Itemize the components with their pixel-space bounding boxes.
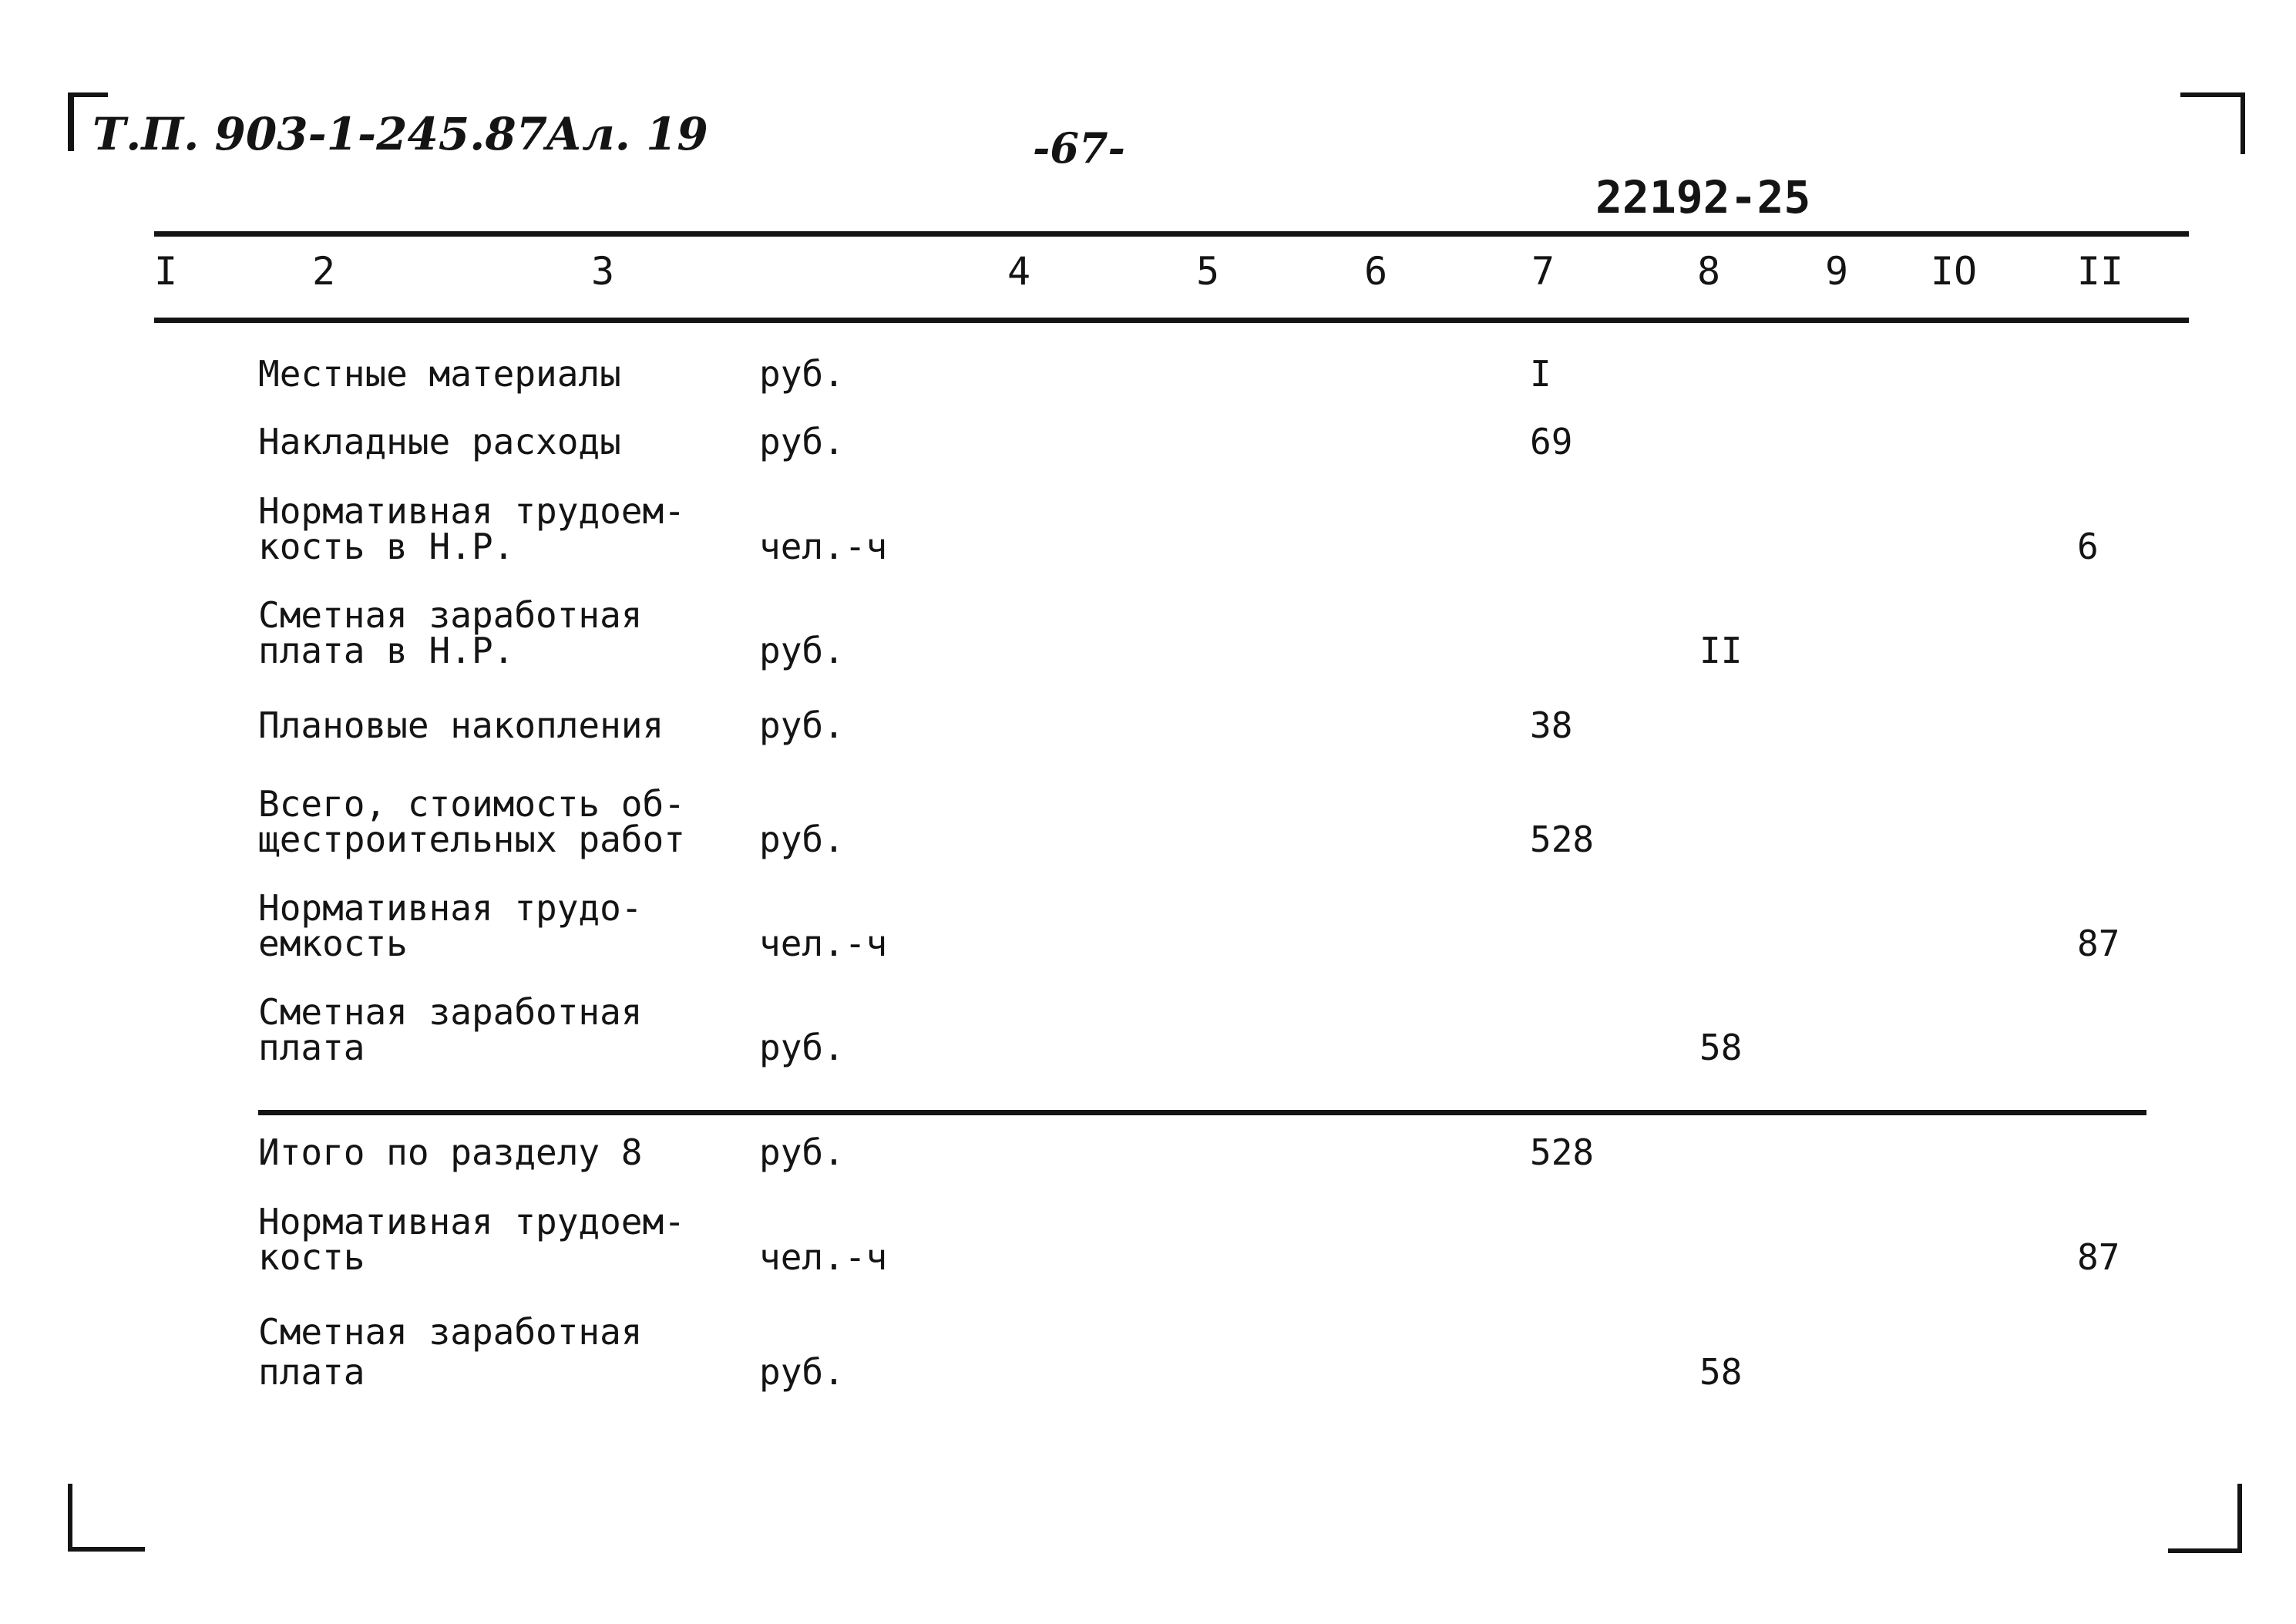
row-unit: руб. (759, 353, 845, 395)
corner-mark-top-left (68, 92, 108, 97)
row-description: Нормативная трудоем- кость в Н.Р. (258, 490, 685, 567)
row-unit: чел.-ч (759, 923, 888, 964)
row-unit: руб. (759, 819, 845, 860)
value-col8: 58 (1699, 1351, 1743, 1393)
corner-mark-top-left (68, 92, 74, 151)
row-unit: чел.-ч (759, 526, 888, 567)
row-unit: руб. (759, 630, 845, 671)
row-description: Нормативная трудо- емкость (258, 887, 643, 964)
corner-mark-bottom-right (2237, 1484, 2242, 1553)
value-col8: 58 (1699, 1027, 1743, 1068)
row-unit: руб. (759, 1027, 845, 1068)
row-description: Накладные расходы (258, 421, 621, 462)
column-number: 4 (1007, 249, 1031, 294)
column-number: 2 (311, 249, 336, 294)
row-description: Итого по разделу 8 (258, 1131, 643, 1173)
value-col8: II (1699, 630, 1743, 671)
row-description: Нормативная трудоем- кость (258, 1201, 685, 1278)
column-number: 9 (1824, 249, 1849, 294)
row-unit: руб. (759, 704, 845, 746)
column-number: 7 (1531, 249, 1555, 294)
value-col7: I (1530, 353, 1551, 395)
value-col11: 6 (2077, 526, 2099, 567)
column-number: I (153, 249, 178, 294)
row-unit: руб. (759, 1351, 845, 1393)
value-col7: 69 (1530, 421, 1573, 462)
column-number: 8 (1696, 249, 1721, 294)
register-number: 22192-25 (1595, 171, 1811, 224)
value-col7: 528 (1530, 1131, 1595, 1173)
value-col7: 528 (1530, 819, 1595, 860)
row-description: Сметная заработная плата (258, 1311, 643, 1393)
section-total-rule (258, 1110, 2146, 1115)
value-col11: 87 (2077, 923, 2120, 964)
table-top-rule (154, 231, 2189, 237)
row-description: Сметная заработная плата в Н.Р. (258, 594, 643, 671)
row-unit: чел.-ч (759, 1236, 888, 1278)
column-number: IO (1930, 249, 1978, 294)
value-col7: 38 (1530, 704, 1573, 746)
corner-mark-bottom-left (68, 1484, 72, 1552)
header-bottom-rule (154, 318, 2189, 323)
sheet-label: Ал. 19 (546, 108, 708, 160)
row-description: Всего, стоимость об- щестроительных работ (258, 783, 685, 860)
row-description: Местные материалы (258, 353, 621, 395)
column-number: 5 (1195, 249, 1220, 294)
row-description: Сметная заработная плата (258, 991, 643, 1068)
document-code: Т.П. 903-1-245.87 (92, 108, 548, 160)
corner-mark-top-right (2180, 92, 2245, 97)
row-unit: руб. (759, 1131, 845, 1173)
corner-mark-top-right (2241, 92, 2245, 154)
corner-mark-bottom-left (68, 1547, 145, 1552)
column-number: II (2076, 249, 2124, 294)
row-description: Плановые накопления (258, 704, 664, 746)
column-number: 6 (1363, 249, 1388, 294)
column-number: 3 (590, 249, 615, 294)
corner-mark-bottom-right (2168, 1548, 2242, 1553)
value-col11: 87 (2077, 1236, 2120, 1278)
page-number: -67- (1033, 123, 1125, 173)
row-unit: руб. (759, 421, 845, 462)
